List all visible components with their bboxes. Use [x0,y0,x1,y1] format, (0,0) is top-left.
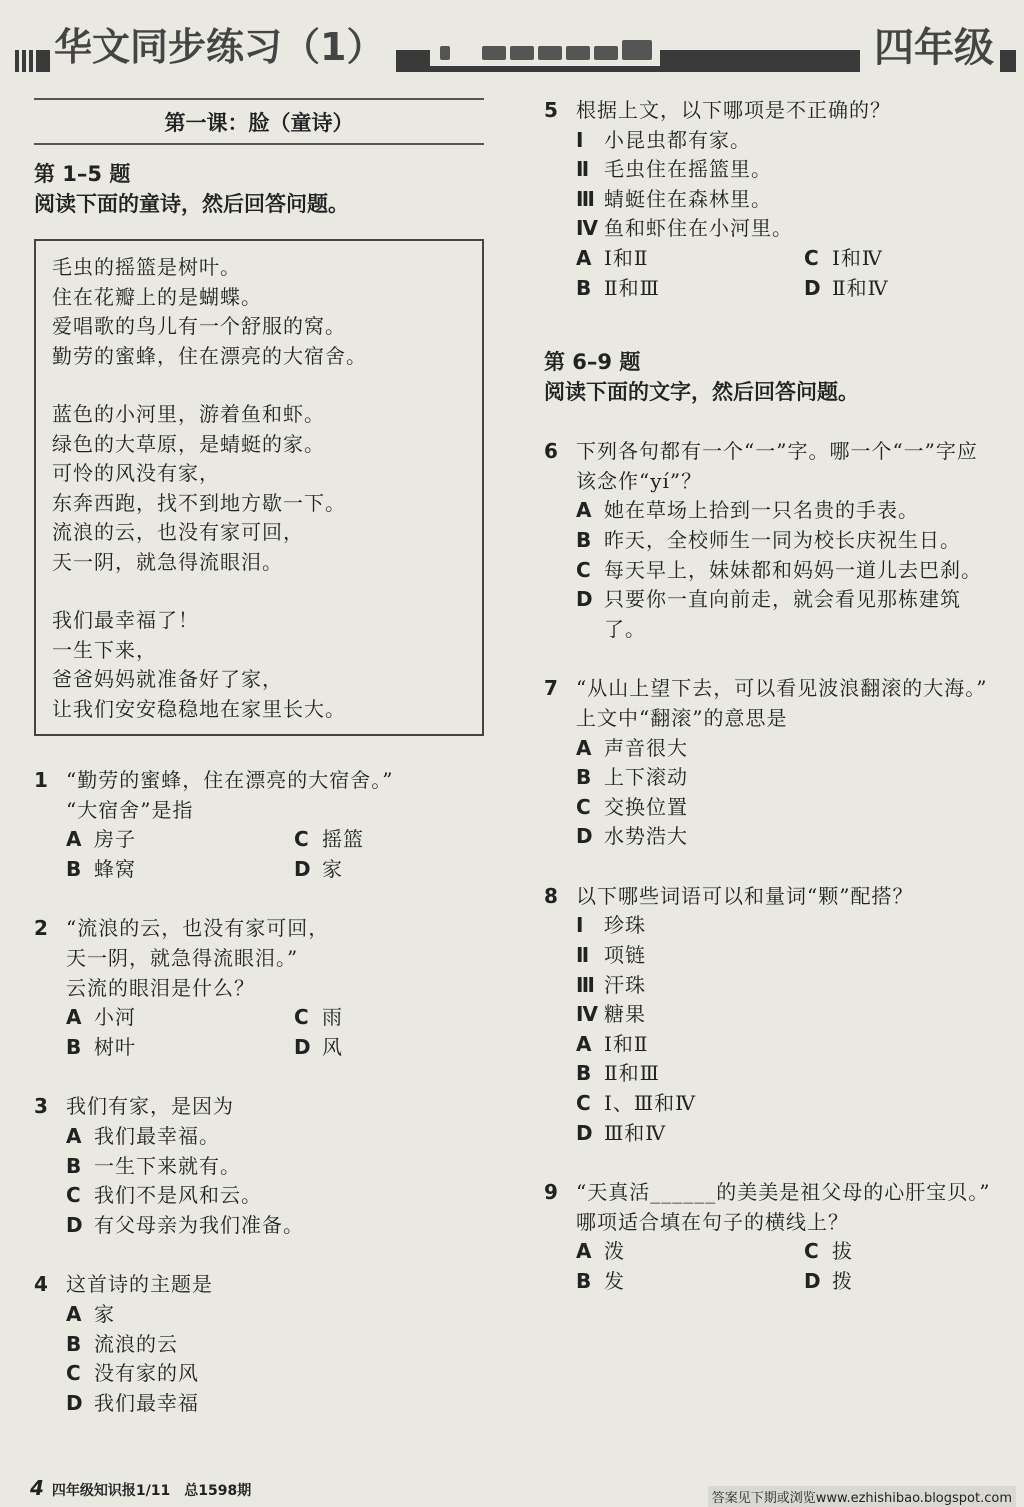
option-c[interactable]: C 每天早上，妹妹都和妈妈一道儿去巴刹。 [576,557,982,582]
question-number: 6 [544,439,559,464]
option-d[interactable]: D 家 [294,856,343,881]
poem-stanza-3 [52,606,466,724]
statement-item: Ⅱ 项链 [576,943,646,968]
question-8 [544,882,994,1148]
question-number: 3 [34,1094,49,1119]
question-1 [34,766,484,884]
poem-box [34,239,484,736]
question-text: “勤劳的蜜蜂，住在漂亮的大宿舍。” [66,768,394,792]
poem-line: 流浪的云，也没有家可回， [52,520,304,544]
question-text: 哪项适合填在句子的横线上？ [576,1209,849,1234]
poem-line: 让我们安安稳稳地在家里长大。 [52,696,346,721]
header-grade: 四年级 [860,22,1000,74]
poem-line: 住在花瓣上的是蝴蝶。 [52,284,262,309]
question-9 [544,1178,994,1296]
option-b[interactable]: B 一生下来就有。 [66,1153,241,1178]
question-text: 以下哪些词语可以和量词“颗”配搭？ [576,883,914,908]
statement-item: Ⅲ 蜻蜓住在森林里。 [576,186,772,211]
statement-item: Ⅳ 糖果 [576,1002,646,1027]
poem-line: 绿色的大草原，是蜻蜓的家。 [52,431,325,456]
question-number: 4 [34,1272,49,1297]
option-d[interactable]: D Ⅱ和Ⅳ [804,275,889,300]
option-a[interactable]: A 房子 [66,827,136,852]
question-2 [34,914,484,1062]
question-5 [544,96,994,303]
question-7 [544,674,994,852]
question-text: 天一阴，就急得流眼泪。” [66,945,299,970]
poem-line: 毛虫的摇篮是树叶。 [52,255,241,279]
question-number: 1 [34,768,49,792]
question-text: “从山上望下去，可以看见波浪翻滚的大海。” [576,676,988,701]
option-b[interactable]: B Ⅱ和Ⅲ [576,1061,660,1086]
footer-issue [30,1476,251,1500]
question-3 [34,1092,484,1240]
statement-item: Ⅰ 小昆虫都有家。 [576,127,751,152]
statement-item: Ⅳ 鱼和虾住在小河里。 [576,216,793,241]
poem-stanza-2 [52,400,466,577]
question-text: “大宿舍”是指 [66,797,194,822]
option-a[interactable]: A 泼 [576,1239,625,1264]
poem-line: 东奔西跑，找不到地方歇一下。 [52,490,346,515]
option-d[interactable]: D 我们最幸福 [66,1390,199,1415]
option-a[interactable]: A Ⅰ和Ⅱ [576,245,649,270]
option-c[interactable]: C 摇篮 [294,827,364,852]
poem-line: 天一阴，就急得流眼泪。 [52,549,283,574]
option-c[interactable]: C 没有家的风 [66,1361,199,1386]
poem-line: 勤劳的蜜蜂，住在漂亮的大宿舍。 [52,343,367,368]
statement-item: Ⅲ 汗珠 [576,972,646,997]
option-b[interactable]: B 树叶 [66,1034,136,1059]
option-c[interactable]: C Ⅰ、Ⅲ和Ⅳ [576,1091,697,1116]
question-6 [544,437,994,644]
option-a[interactable]: A 小河 [66,1005,136,1030]
option-c[interactable]: C 我们不是风和云。 [66,1183,262,1208]
question-number: 9 [544,1180,559,1205]
page-header [0,0,1024,84]
option-d[interactable]: D 有父母亲为我们准备。 [66,1212,304,1237]
question-number: 7 [544,676,559,701]
header-train-decoration [430,30,660,66]
poem-line: 可怜的风没有家， [52,461,220,485]
option-c[interactable]: C 雨 [294,1005,343,1030]
question-4 [34,1270,484,1418]
poem-line: 蓝色的小河里，游着鱼和虾。 [52,402,325,426]
question-text: 云流的眼泪是什么？ [66,975,255,1000]
header-title: 华文同步练习（1） [50,22,396,72]
question-text: “天真活______的美美是祖父母的心肝宝贝。” [576,1180,991,1205]
poem-line: 爸爸妈妈就准备好了家， [52,667,283,691]
option-d[interactable]: D Ⅲ和Ⅳ [576,1120,667,1145]
option-d[interactable]: D 只要你一直向前走，就会看见那栋建筑了。 [576,587,961,641]
option-b[interactable]: B 流浪的云 [66,1331,178,1356]
question-number: 8 [544,883,559,908]
right-column [544,92,994,1297]
question-text: 上文中“翻滚”的意思是 [576,705,788,730]
option-b[interactable]: B Ⅱ和Ⅲ [576,275,660,300]
option-a[interactable]: A 声音很大 [576,735,688,760]
poem-line: 我们最幸福了！ [52,608,199,632]
option-d[interactable]: D 风 [294,1034,343,1059]
page-number: 4 [30,1476,44,1500]
section1-range: 第 1–5 题 [34,162,131,186]
option-b[interactable]: B 昨天，全校师生一同为校长庆祝生日。 [576,527,961,552]
header-stripes [12,50,40,72]
option-a[interactable]: A 她在草场上拾到一只名贵的手表。 [576,498,919,523]
option-a[interactable]: A 我们最幸福。 [66,1123,220,1148]
lesson-title: 第一课：脸（童诗） [34,98,484,145]
option-c[interactable]: C Ⅰ和Ⅳ [804,245,883,270]
question-text: “流浪的云，也没有家可回， [66,916,330,941]
option-d[interactable]: D 拨 [804,1269,853,1293]
poem-line: 一生下来， [52,637,157,662]
left-column [34,92,484,1418]
question-number: 2 [34,916,49,941]
section2-instruction: 阅读下面的文字，然后回答问题。 [544,380,859,405]
issue-info: 四年级知识报1/11 总1598期 [51,1483,252,1499]
section2-range: 第 6–9 题 [544,350,641,375]
option-a[interactable]: A 家 [66,1301,115,1326]
question-text: 下列各句都有一个“一”字。哪一个“一”字应该念作“yí”？ [576,439,978,493]
option-c[interactable]: C 拔 [804,1239,853,1264]
option-b[interactable]: B 蜂窝 [66,856,136,881]
option-b[interactable]: B 发 [576,1269,625,1293]
section1-instruction: 阅读下面的童诗，然后回答问题。 [34,192,349,216]
option-b[interactable]: B 上下滚动 [576,765,688,790]
option-a[interactable]: A Ⅰ和Ⅱ [576,1031,649,1056]
option-c[interactable]: C 交换位置 [576,794,688,819]
poem-stanza-1 [52,253,466,371]
question-text: 这首诗的主题是 [66,1272,213,1297]
statement-item: Ⅰ 珍珠 [576,913,646,938]
question-text: 我们有家，是因为 [66,1094,234,1119]
footer-answer-note: 答案见下期或浏览www.ezhishibao.blogspot.com [708,1486,1016,1507]
question-number: 5 [544,98,559,122]
question-text: 根据上文，以下哪项是不正确的？ [576,98,891,122]
option-d[interactable]: D 水势浩大 [576,824,688,849]
statement-item: Ⅱ 毛虫住在摇篮里。 [576,157,772,182]
poem-line: 爱唱歌的鸟儿有一个舒服的窝。 [52,314,346,338]
